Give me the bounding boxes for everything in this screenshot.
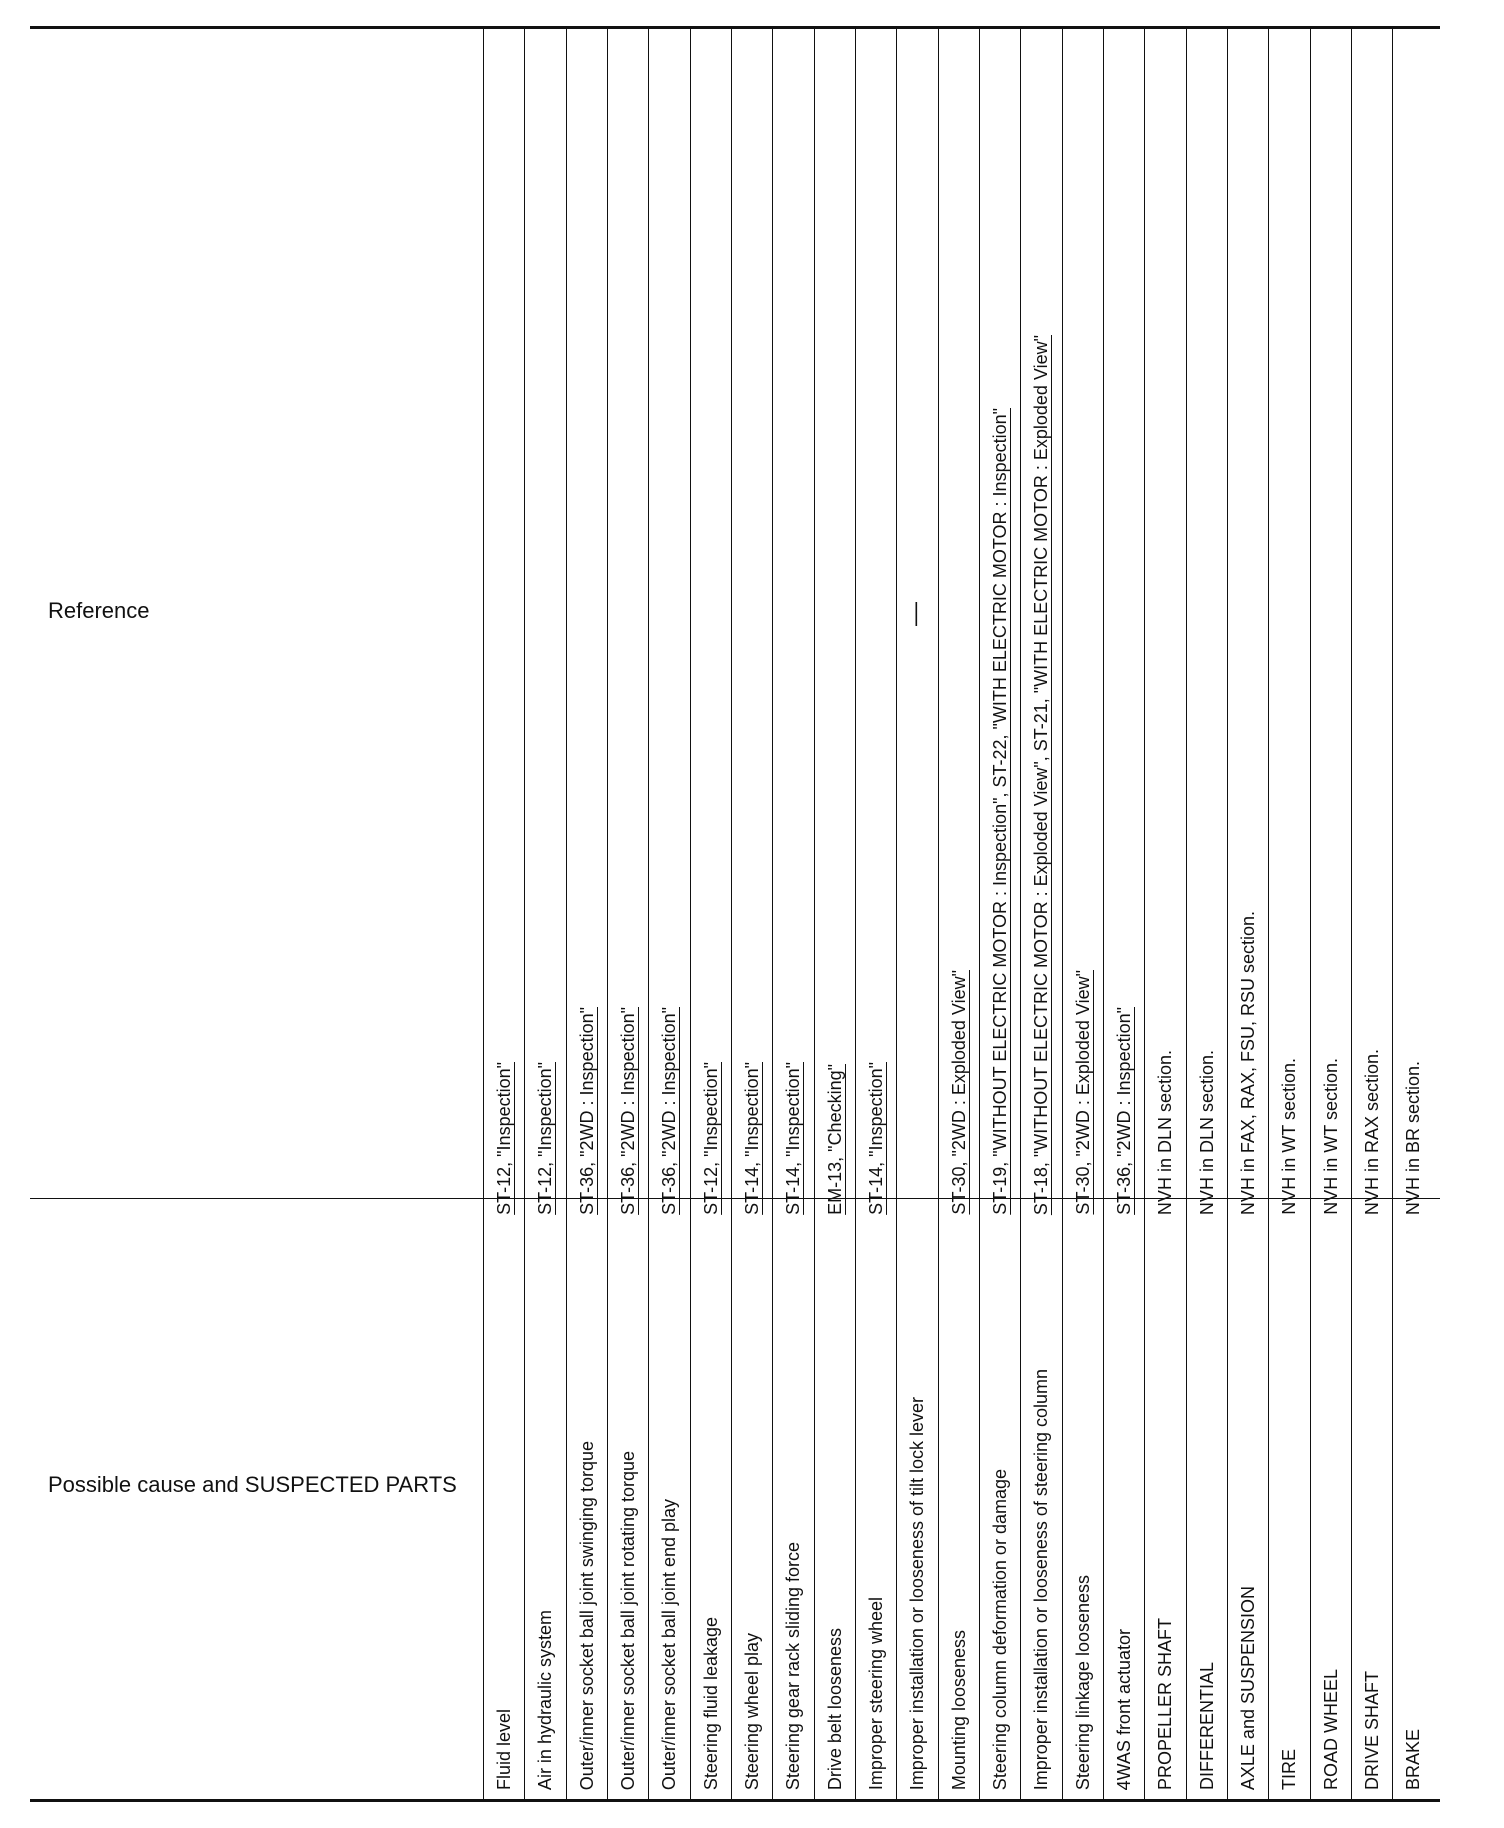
table-row-reference-link[interactable]: ST-12, "Inspection" — [535, 1062, 555, 1215]
table-row-reference-link[interactable]: ST-30, "2WD : Exploded View" — [1073, 970, 1093, 1215]
table-row-reference: NVH in FAX, RAX, FSU, RSU section. — [1238, 910, 1258, 1215]
table-row-reference-link[interactable]: ST-14, "Inspection" — [742, 1062, 762, 1215]
table-row-part: Outer/inner socket ball joint swinging torque — [577, 1440, 597, 1790]
table-row-reference-link[interactable]: ST-12, "Inspection" — [701, 1062, 721, 1215]
table-row-part: PROPELLER SHAFT — [1155, 1617, 1175, 1790]
table-row-part: Steering linkage looseness — [1073, 1574, 1093, 1790]
table-row-part: BRAKE — [1403, 1728, 1423, 1790]
table-row-reference-link[interactable]: ST-12, "Inspection" — [494, 1062, 514, 1215]
reference-header: Reference — [48, 598, 150, 623]
table-row-part: Steering wheel play — [742, 1632, 762, 1790]
table-row-reference: NVH in WT section. — [1321, 1058, 1341, 1215]
table-row-reference: NVH in RAX section. — [1362, 1048, 1382, 1215]
possible-cause-header: Possible cause and SUSPECTED PARTS — [48, 1472, 457, 1497]
table-bottom-border — [30, 1799, 1440, 1802]
table-row-part: Improper installation or looseness of steering column — [1031, 1368, 1051, 1790]
table-row-reference-link[interactable]: ST-30, "2WD : Exploded View" — [949, 970, 969, 1215]
table-row-part: Steering gear rack sliding force — [783, 1541, 803, 1790]
table-row-reference-link[interactable]: ST-36, "2WD : Inspection" — [659, 1007, 679, 1215]
table-row-reference-link[interactable]: ST-19, "WITHOUT ELECTRIC MOTOR : Inspection", ST-22, "WITH ELECTRIC MOTOR : Inspection" — [990, 408, 1010, 1215]
table-row-reference: NVH in DLN section. — [1197, 1049, 1217, 1215]
table-row-reference-link[interactable]: ST-14, "Inspection" — [866, 1062, 886, 1215]
table-row-reference-link[interactable]: ST-36, "2WD : Inspection" — [577, 1007, 597, 1215]
table-row-part: Steering fluid leakage — [701, 1616, 721, 1790]
table-row-part: Improper steering wheel — [866, 1596, 886, 1790]
table-top-border — [30, 26, 1440, 29]
table-row-reference-link[interactable]: ST-18, "WITHOUT ELECTRIC MOTOR : Exploded View", ST-21, "WITH ELECTRIC MOTOR : Exploded View" — [1031, 334, 1051, 1215]
table-row-part: Air in hydraulic system — [535, 1609, 555, 1790]
table-row-part: TIRE — [1279, 1748, 1299, 1790]
reference-dash: — — [904, 602, 931, 626]
table-row-reference-link[interactable]: EM-13, "Checking" — [825, 1064, 845, 1215]
table-row-reference-link[interactable]: ST-36, "2WD : Inspection" — [618, 1007, 638, 1215]
table-row-part: Drive belt looseness — [825, 1627, 845, 1790]
table-row-reference: NVH in DLN section. — [1155, 1049, 1175, 1215]
table-row-reference-link[interactable]: ST-36, "2WD : Inspection" — [1114, 1007, 1134, 1215]
table-row-reference-link[interactable]: ST-14, "Inspection" — [783, 1062, 803, 1215]
table-row-part: DIFFERENTIAL — [1197, 1661, 1217, 1790]
table-row-part: Mounting looseness — [949, 1629, 969, 1790]
table-row-part: Outer/inner socket ball joint end play — [659, 1498, 679, 1790]
header-column-divider — [483, 26, 484, 1801]
table-row-part: ROAD WHEEL — [1321, 1668, 1341, 1790]
header-divider — [30, 1198, 1440, 1199]
table-row-part: DRIVE SHAFT — [1362, 1670, 1382, 1790]
table-row-part: Fluid level — [494, 1708, 514, 1790]
table-row-reference: NVH in BR section. — [1403, 1060, 1423, 1215]
table-row-part: Steering column deformation or damage — [990, 1468, 1010, 1790]
table-row-reference: NVH in WT section. — [1279, 1058, 1299, 1215]
table-row-part: 4WAS front actuator — [1114, 1628, 1134, 1790]
table-row-part: Outer/inner socket ball joint rotating torque — [618, 1450, 638, 1790]
table-row-part: AXLE and SUSPENSION — [1238, 1585, 1258, 1790]
table-row-part: Improper installation or looseness of tilt lock lever — [907, 1396, 927, 1790]
